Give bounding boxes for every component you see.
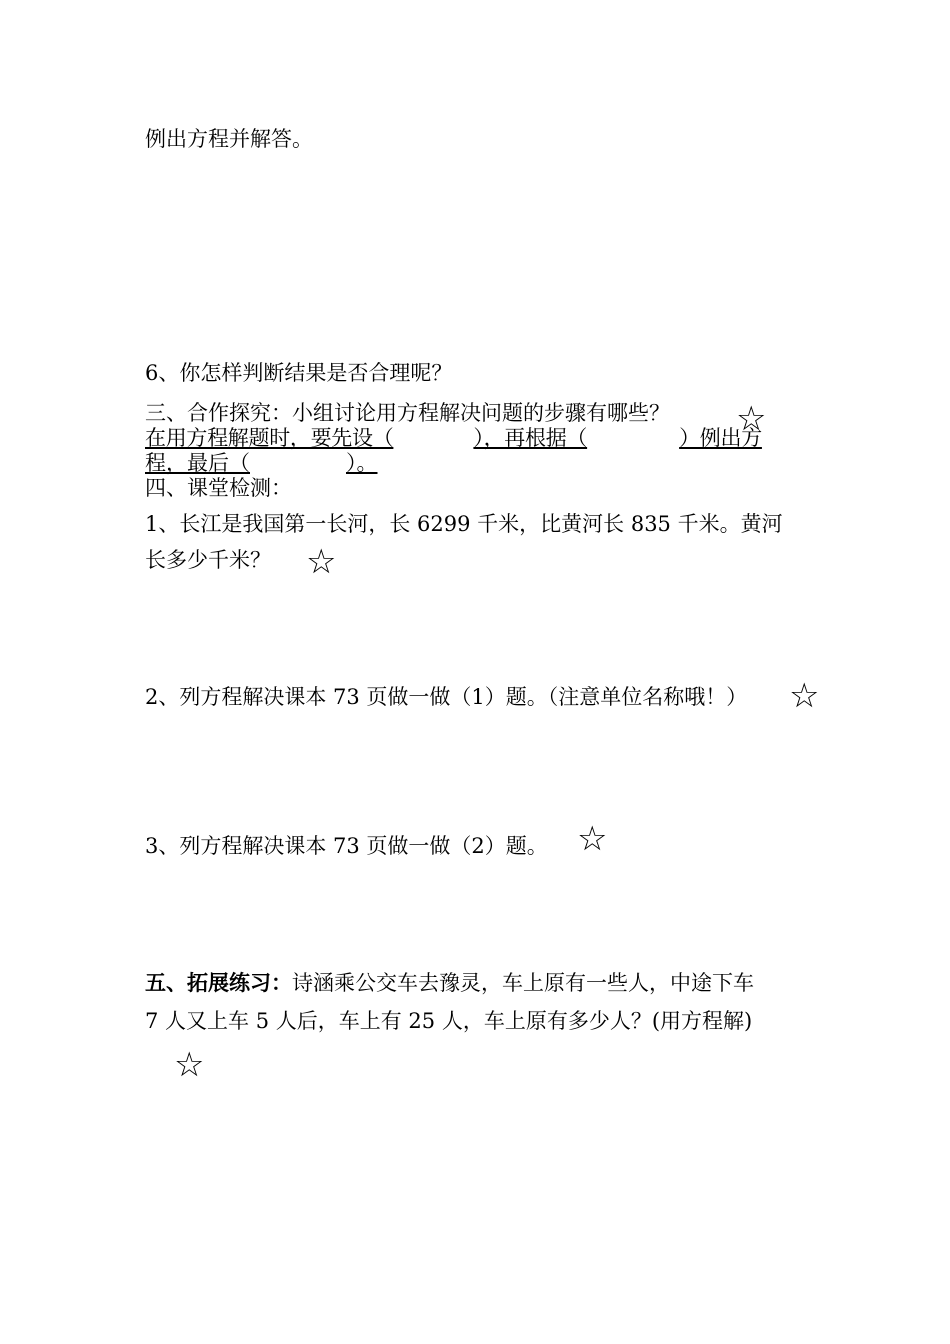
section-5-heading: 五、拓展练习： bbox=[145, 970, 292, 995]
section-4-heading: 四、课堂检测： bbox=[145, 476, 292, 500]
question-3: 3、列方程解决课本 73 页做一做（2）题。 bbox=[145, 834, 548, 858]
question-1-line-2: 长多少千米？ bbox=[145, 548, 271, 572]
star-icon: ☆ bbox=[736, 399, 767, 439]
blank-2[interactable] bbox=[587, 425, 679, 451]
star-icon: ☆ bbox=[174, 1045, 205, 1085]
section-3-heading: 三、合作探究：小组讨论用方程解决问题的步骤有哪些？ bbox=[145, 401, 670, 425]
text-line-1: 例出方程并解答。 bbox=[145, 127, 313, 151]
star-icon: ☆ bbox=[577, 819, 608, 859]
fill-blank-text-e: ）。 bbox=[346, 451, 378, 475]
question-2: 2、列方程解决课本 73 页做一做（1）题。（注意单位名称哦！） bbox=[145, 685, 748, 709]
section-5-line-2: 7 人又上车 5 人后，车上有 25 人，车上原有多少人？(用方程解) bbox=[145, 1009, 753, 1033]
fill-blank-text-d: 程，最后（ bbox=[145, 451, 250, 475]
blank-1[interactable] bbox=[393, 425, 473, 451]
fill-blank-text-c: ）例出方 bbox=[679, 426, 762, 450]
question-6: 6、你怎样判断结果是否合理呢？ bbox=[145, 361, 453, 385]
section-5-line-1 bbox=[145, 970, 754, 996]
fill-blank-text-a: 在用方程解题时，要先设（ bbox=[145, 426, 394, 450]
star-icon: ☆ bbox=[789, 676, 820, 716]
blank-3[interactable] bbox=[250, 450, 346, 476]
question-1-line-1: 1、长江是我国第一长河，长 6299 千米，比黄河长 835 千米。黄河 bbox=[145, 512, 783, 536]
fill-blank-line-1 bbox=[145, 425, 762, 451]
fill-blank-line-2 bbox=[145, 450, 378, 476]
fill-blank-text-b: ），再根据（ bbox=[473, 426, 588, 450]
section-5-text: 诗涵乘公交车去豫灵，车上原有一些人，中途下车 bbox=[292, 971, 754, 995]
star-icon: ☆ bbox=[306, 542, 337, 582]
